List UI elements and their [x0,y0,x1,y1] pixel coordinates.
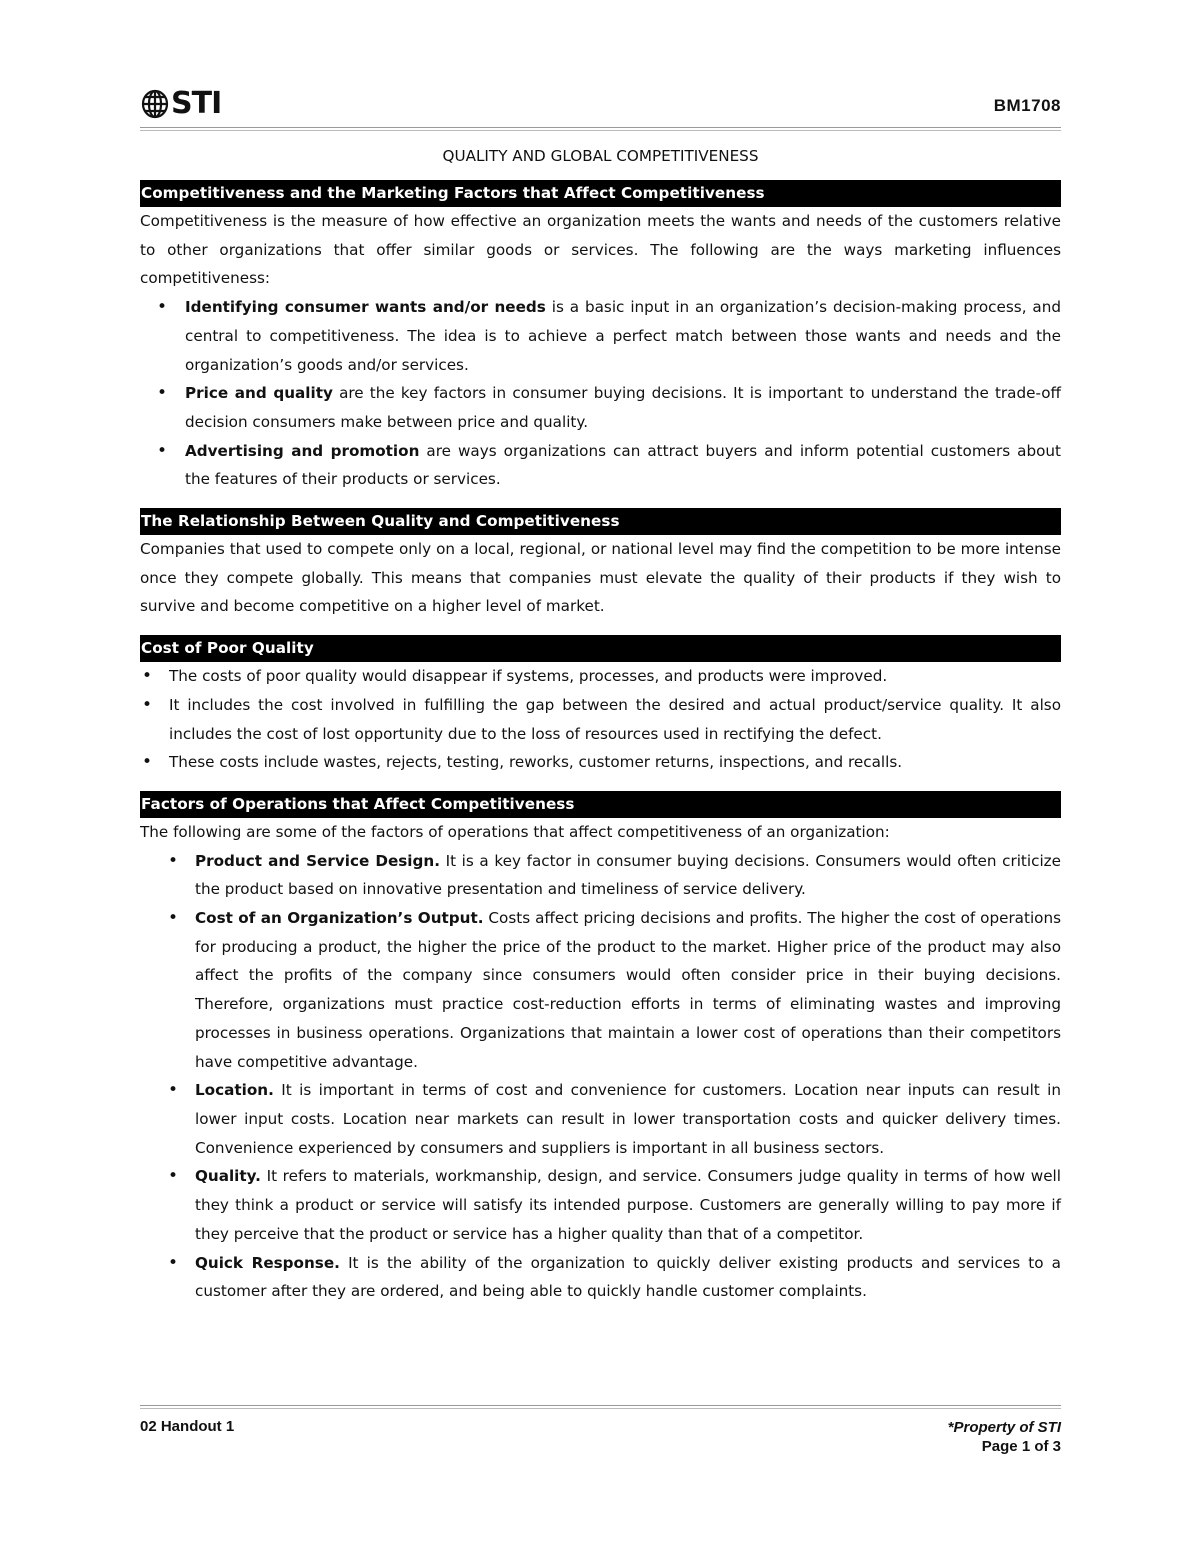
course-code: BM1708 [993,96,1061,115]
item-term: Price and quality [185,384,333,403]
section-intro: Competitiveness is the measure of how effective an organization meets the wants and needs of the customers relative to other organizations that offer similar goods or services. The following are the ways marketing influences competitiveness: [140,212,1061,288]
handout-label: 02 Handout 1 [140,1418,235,1435]
document-title: QUALITY AND GLOBAL COMPETITIVENESS [442,147,759,165]
sti-logo [140,86,221,122]
item-term: Quality. [195,1167,261,1186]
list-item [140,904,1061,1076]
list-item [140,437,1061,494]
bullet-list [140,662,1061,777]
bullet-list [140,293,1061,494]
item-term: Identifying consumer wants and/or needs [185,298,546,317]
list-item: • These costs include wastes, rejects, testing, reworks, customer returns, inspections, and recalls. [140,748,1061,777]
item-text: is a basic input in an organization’s decision-making process, and central to competitiveness. The idea is to achieve a perfect match between those wants and needs and the organization’s goods and/or services. [185,298,1062,374]
item-text: are ways organizations can attract buyers and inform potential customers about the features of their products or services. [185,441,1061,489]
item-text: It refers to materials, workmanship, design, and service. Consumers judge quality in terms of how well they think a product or service will satisfy its intended purpose. Customers are generally willing to pay more if they perceive that the product or service has a higher quality than that of a competitor. [195,1167,1061,1243]
item-text: are the key factors in consumer buying decisions. It is important to understand the trade-off decision consumers make between price and quality. [185,384,1061,431]
footer-divider [140,1405,1061,1409]
item-term: Location. [195,1081,274,1100]
item-text: Costs affect pricing decisions and profits. The higher the cost of operations for producing a product, the higher the price of the product to the market. Higher price of the product may also affect the profits of the company since consumers would often consider price in their buying decisions. Therefore, organizations must practice cost-reduction efforts in terms of eliminating wastes and improving processes in business operations. Organizations that maintain a lower cost of operations than their competitors have competitive advantage. [195,909,1061,1071]
item-text: It is a key factor in consumer buying decisions. Consumers would often criticize the product based on innovative presentation and timeliness of service delivery. [195,851,1061,899]
item-term: Product and Service Design. [195,851,440,870]
section-heading: Cost of Poor Quality [140,635,1061,662]
page-header [140,84,1061,128]
list-item: • The costs of poor quality would disappear if systems, processes, and products were improved. [140,662,1061,691]
property-label: *Property of STI [947,1419,1061,1436]
section-cost-of-poor-quality [140,635,1061,777]
footer-right [948,1418,1061,1456]
section-quality-relationship [140,508,1061,621]
section-intro: The following are some of the factors of operations that affect competitiveness of an organization: [140,822,890,841]
section-operations-factors [140,791,1061,1306]
list-item: • It includes the cost involved in fulfilling the gap between the desired and actual product/service quality. It also includes the cost of lost opportunity due to the loss of resources used in rectifying the defect. [140,691,1061,748]
section-intro: Companies that used to compete only on a local, regional, or national level may find the competition to be more intense once they compete globally. This means that companies must elevate the quality of their products if they wish to survive and become competitive on a higher level of market. [140,540,1061,616]
item-text: It is the ability of the organization to quickly deliver existing products and services to a customer after they are ordered, and being able to quickly handle customer complaints. [195,1253,1061,1301]
list-item [140,293,1061,379]
section-heading: Competitiveness and the Marketing Factors that Affect Competitiveness [140,180,1061,207]
item-text: It is important in terms of cost and convenience for customers. Location near inputs can result in lower input costs. Location near markets can result in lower transportation costs and quicker delivery times. Convenience experienced by consumers and suppliers is important in all business sectors. [195,1081,1061,1157]
list-item [140,1162,1061,1248]
section-heading: The Relationship Between Quality and Competitiveness [140,508,1061,535]
header-divider [140,127,1061,131]
logo-text: STI [171,86,222,121]
document-body [140,140,1061,1306]
item-term: Quick Response. [195,1253,340,1272]
list-item [140,847,1061,904]
section-competitiveness [140,180,1061,494]
list-item [140,1249,1061,1306]
item-term: Cost of an Organization’s Output. [195,909,484,928]
list-item [140,1076,1061,1162]
globe-icon [140,87,170,121]
bullet-list [140,847,1061,1306]
list-item [140,379,1061,436]
page-number: Page 1 of 3 [981,1438,1061,1455]
section-heading: Factors of Operations that Affect Competitiveness [140,791,1061,818]
item-term: Advertising and promotion [185,441,420,460]
